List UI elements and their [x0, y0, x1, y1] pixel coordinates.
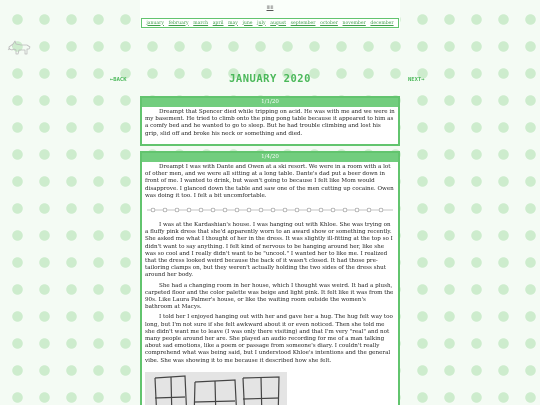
back-link[interactable]: ←BACK [110, 77, 127, 83]
page-title: JANUARY 2020 [229, 73, 311, 85]
entry-paragraph: Dreampt that Spencer died while tripping on acid. He was with me and we were in my basement. He tried to climb onto the ping pong table because it appeared to him as a comfy bed and he wanted to go to sleep. But he had trouble climbing and lost his grip, slid off and broke his neck or something and died. [145, 109, 395, 137]
month-link-november[interactable]: november [342, 20, 366, 26]
month-link-august[interactable]: august [270, 20, 287, 26]
chain-divider-icon [145, 206, 395, 214]
month-link-march[interactable]: march [193, 20, 209, 26]
next-link[interactable]: NEXT→ [408, 77, 425, 83]
month-link-december[interactable]: december [370, 20, 394, 26]
site-title[interactable]: iiiii [266, 5, 274, 11]
month-link-january[interactable]: january [146, 20, 164, 26]
month-link-june[interactable]: june [242, 20, 253, 26]
journal-entry [140, 96, 400, 146]
entry-paragraph: Dreampt I was with Dante and Owen at a ski resort. We were in a room with a lot of other men, and we were all sitting at a long table. Dante's dad put a beer down in front of me. I wanted to drink, but wasn't going to because I felt like Mom would disapprove. I glanced down the table and saw one of the men cutting up cocaine. Owen was doing it too. I felt a bit uncomfortable. [145, 164, 394, 199]
entry-date: 1/4/20 [142, 153, 398, 162]
entry-paragraph: I was at the Kardashian's house. I was hanging out with Khloe. She was trying on a fluffy pink dress that she'd apparently worn to an award show or something recently. She asked me what I thought of her in the dress. It was slightly ill-fitting at the top so I didn't want to say anything. I felt kind of nervous to be hanging around her, like she was so cool and I really didn't want to be "uncool." I wanted her to like me. I realized that the dress looked weird because the back of it wasn't closed. It had those pre-tailoring clamps on, but they weren't actually holding the two sides of the dress shut around her body. [145, 222, 393, 279]
dog-sketch-icon[interactable] [6, 38, 32, 58]
entry-body [142, 162, 398, 405]
month-link-october[interactable]: october [320, 20, 338, 26]
month-link-february[interactable]: february [168, 20, 189, 26]
month-link-september[interactable]: september [290, 20, 316, 26]
entry-photo [145, 372, 287, 405]
month-link-may[interactable]: may [228, 20, 238, 26]
month-nav [141, 18, 399, 28]
entry-body [142, 107, 398, 144]
entry-paragraph: She had a changing room in her house, which I thought was weird. It had a plush, carpeted floor and the color palette was beige and light pink. It felt like it was from the 90s. Like Laura Palmer's house, or like the waiting room outside the women's bathroom at Macys. [145, 282, 394, 311]
month-link-july[interactable]: july [257, 20, 266, 26]
top-bar [140, 0, 400, 29]
entry-paragraph: I told her I enjoyed hanging out with her and gave her a hug. The hug felt way too long, but I'm not sure if she felt awkward about it or even noticed. Then she told me she didn't want me to leave (I was only there visiting) and that I'm very "real" and not many people around her are. She played an audio recording for me of a man talking about sad emotions, like a poem or passage from someone's diary. I couldn't really comprehend what was being said, but I understood Khloe's intentions and the general vibe. She was showing it to me because it described how she felt. [145, 314, 393, 364]
month-link-april[interactable]: april [212, 20, 224, 26]
entry-date: 1/1/20 [142, 98, 398, 107]
journal-entry [140, 151, 400, 405]
